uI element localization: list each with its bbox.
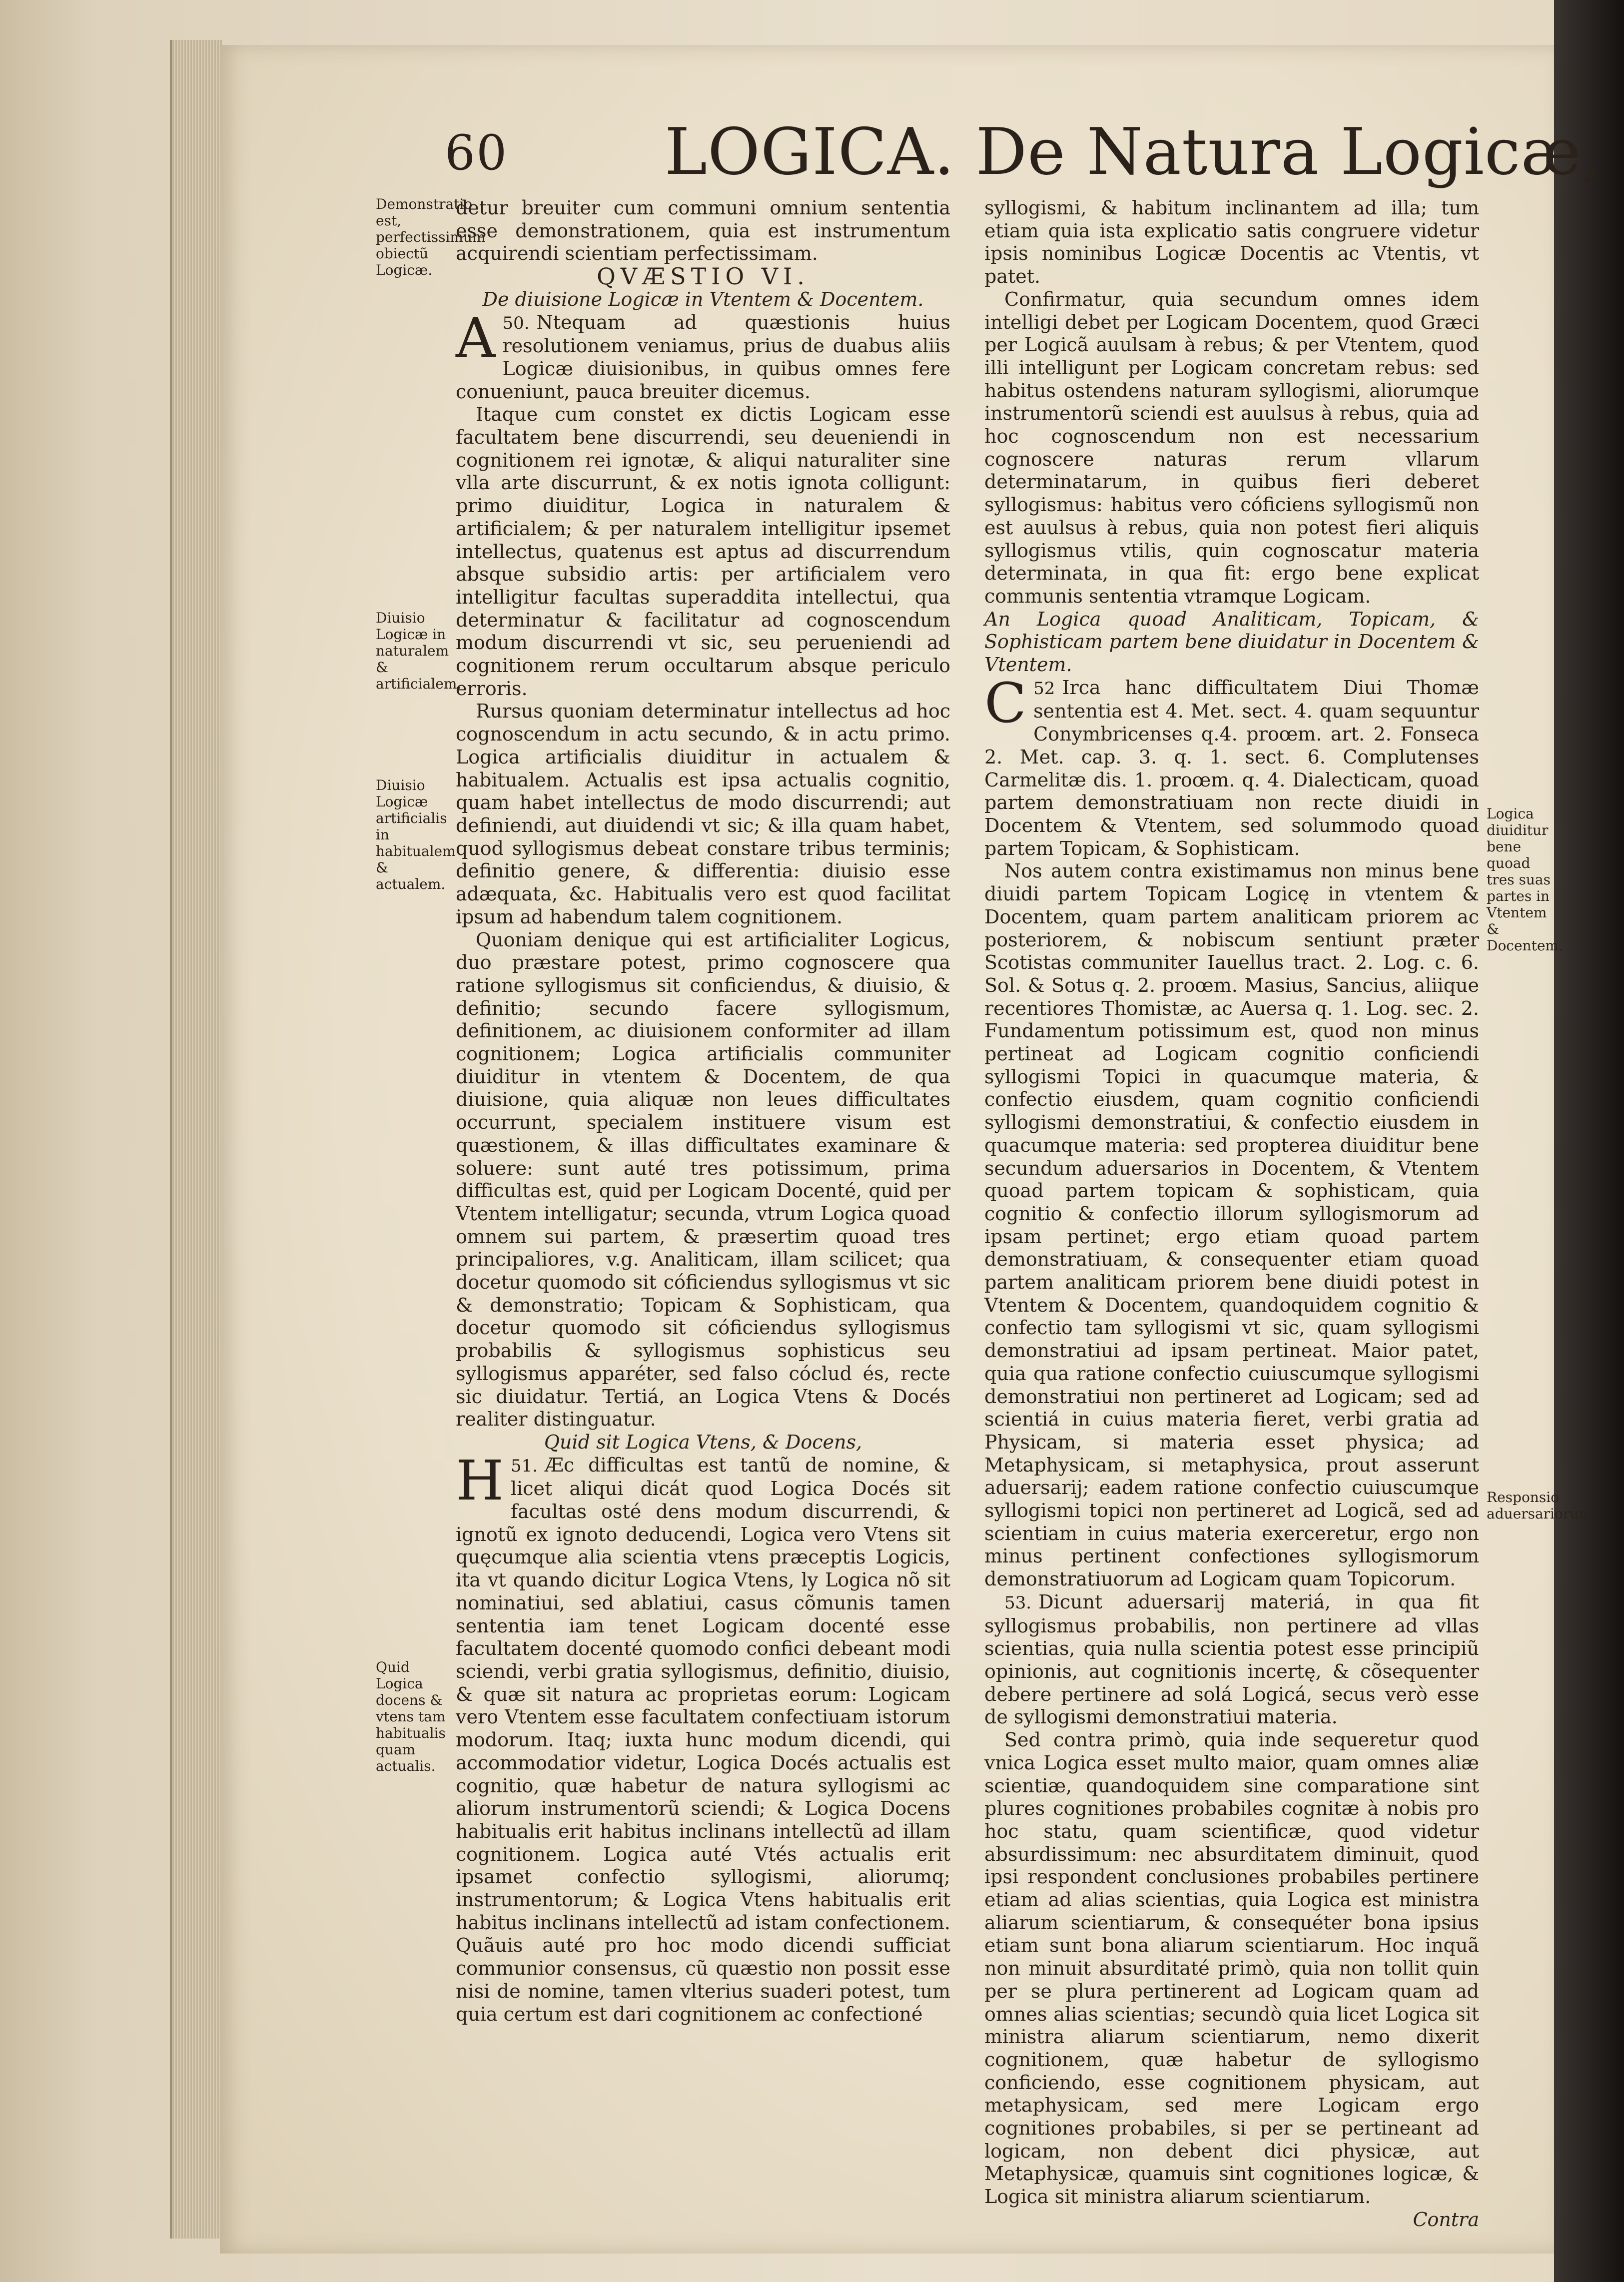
section-heading: An Logica quoad Analiticam, Topicam, & Sophisticam partem bene diuidatur in Docentem & Vtentem.: [984, 608, 1479, 676]
catchword: Contra: [1413, 2208, 1479, 2231]
paragraph-text: Æc difficultas est tantũ de nomine, & licet aliqui dicát quod Logica Docés sit facultas osté dens modum discurrendi, & ignotũ ex ignoto deducendi, Logica vero Vtens sit quęcumque alia scientia vtens præceptis Logicis, ita vt quando dicitur Logica Vtens, ly Logica nõ sit nominatiui, sed ablatiui, casus cõmunis tamen sententia iam tenet Logicam docenté esse facultatem docenté quomodo confici debeant modi sciendi, verbi gratia syllogismus, definitio, diuisio, & quæ sit natura ac proprietas eorum: Logicam vero Vtentem esse facultatem confectiuam istorum modorum. Itaq; iuxta hunc modum dicendi, qui accommodatior videtur, Logica Docés actualis est cognitio, quæ habetur de natura syllogismi ac aliorum instrumentorũ sciendi; & Logica Docens habitualis erit habitus inclinans intellectũ ad illam cognitionem. Logica auté Vtés actualis erit ipsamet confectio syllogismi, aliorumq; instrumentorum; & Logica Vtens habitualis erit habitus inclinans intellectũ ad istam confectionem. Quãuis auté pro hoc modo dicendi sufficiat communior consensus, cũ quæstio non possit esse nisi de nomine, tamen vlterius suaderi potest, tum quia certum est dari cognitionem ac confectioné: [456, 1454, 950, 2025]
margin-note: Responsio aduersariorum.: [1487, 1489, 1597, 1522]
paragraph: syllogismi, & habitum inclinantem ad illa; tum etiam quia ista explicatio satis congruere videtur ipsis nominibus Logicæ Docentis ac Vtentis, vt patet.: [984, 197, 1479, 288]
paragraph-number: 52: [1033, 678, 1055, 699]
running-title: LOGICA. De Natura Logicæ,: [665, 115, 1603, 189]
paragraph: Sed contra primò, quia inde sequeretur quod vnica Logica esset multo maior, quam omnes aliæ scientiæ, quandoquidem sine comparatione sint plures cognitiones probabiles cognitæ à nobis pro hoc statu, quam scientificæ, quod videtur absurdissimum: nec absurditatem diminuit, quod ipsi respondent conclusiones probabiles pertinere etiam ad alias scientias, quia Logica est ministra aliarum scientiarum, & consequéter bona ipsius etiam sunt bona aliarum scientiarum. Hoc inquã non minuit absurditaté primò, quia non tollit quin per se plura pertinerent ad Logicam quam ad omnes alias scientias; secundò quia licet Logica sit ministra aliarum scientiarum, nemo dixerit cognitionem, quæ habetur de syllogismo conficiendo, esse cognitionem physicam, aut metaphysicam, sed mere Logicam ergo cognitiones probabiles, si per se pertineant ad logicam, non debent dici physicæ, aut Metaphysicæ, quamuis sint cognitiones logicæ, & Logica sit ministra aliarum scientiarum.: [984, 1729, 1479, 2208]
paragraph-number: 50.: [502, 313, 530, 333]
book-page-edges: [170, 40, 222, 2239]
paragraph: Confirmatur, quia secundum omnes idem intelligi debet per Logicam Docentem, quod Græci per Logicã auulsam à rebus; & per Vtentem, quod illi intelligunt per Logicam concretam rebus: sed habitus ostendens naturam syllogismi, aliorumque instrumentorũ sciendi est auulsus à rebus, quia ad hoc cognoscendum non est necessarium cognoscere naturas rerum vllarum determinatarum, in quibus fieri deberet syllogismus: habitus vero cóficiens syllogismũ non est auulsus à rebus, quia non potest fieri aliquis syllogismus vtilis, quin cognoscatur materia determinata, in qua fit: ergo bene explicat communis sententia vtramque Logicam.: [984, 288, 1479, 607]
question-subtitle: De diuisione Logicæ in Vtentem & Docentem.: [482, 288, 924, 310]
paragraph: Rursus quoniam determinatur intellectus ad hoc cognoscendum in actu secundo, & in actu primo. Logica artificialis diuiditur in actualem & habitualem. Actualis est ipsa actualis cognitio, quam habet intellectus de modo discurrendi; aut definiendi, aut diuidendi vt sic; & illa quam habet, quod syllogismus debeat constare tribus terminis; definitio genere, & differentia: diuisio esse adæquata, &c. Habitualis vero est quod facilitat ipsum ad habendum talem cognitionem.: [456, 700, 950, 928]
paragraph-53: [984, 1591, 1479, 1729]
right-text-column: [984, 197, 1479, 2232]
drop-capital: A: [456, 305, 496, 370]
paragraph: Itaque cum constet ex dictis Logicam esse facultatem bene discurrendi, seu deueniendi in cognitionem rei ignotæ, & aliqui naturaliter sine vlla arte discurrunt, & ex notis ignota colligunt: primo diuiditur, Logica in naturalem & artificialem; & per naturalem intelligitur ipsemet intellectus, quatenus est aptus ad discurrendum absque subsidio artis: per artificialem vero intelligitur facultas superaddita intellectui, qua determinatur & facilitatur ad cognoscendum modum discurrendi vt sic, seu perueniendi ad cognitionem rerum occultarum absque periculo erroris.: [456, 403, 950, 700]
margin-note: Logica diuiditur bene quoad tres suas partes in Vtentem & Docentem.: [1487, 805, 1563, 954]
paragraph-text: Ntequam ad quæstionis huius resolutionem veniamus, prius de duabus aliis Logicæ diuisionibus, in quibus omnes fere conueniunt, pauca breuiter dicemus.: [456, 311, 950, 403]
paragraph: detur breuiter cum communi omnium sententia esse demonstrationem, quia est instrumentum acquirendi scientiam perfectissimam.: [456, 197, 950, 265]
paragraph-52: [984, 671, 1479, 860]
paragraph-50: [456, 305, 950, 404]
margin-note: Diuisio Logicæ artificialis in habitualem & actualem.: [376, 777, 456, 892]
paragraph-number: 53.: [1004, 1592, 1032, 1613]
paragraph-text: Dicunt aduersarij materiá, in qua fit syllogismus probabilis, non pertinere ad vllas scientias, quia nulla scientia potest esse principiũ opinionis, aut cognitionis incertę, & cõsequenter debere pertinere ad solá Logicá, secus verò esse de syllogismi demonstratiui materia.: [984, 1590, 1479, 1728]
question-title: QVÆSTIO VI.: [597, 263, 810, 290]
margin-note: Demonstratio est, perfectissimum obiectũ Logicæ.: [376, 196, 486, 278]
dark-background: [1554, 0, 1624, 2282]
paragraph: Nos autem contra existimamus non minus bene diuidi partem Topicam Logicę in vtentem & Docentem, quam partem analiticam priorem ac posteriorem, & nobiscum sentiunt præter Scotistas communiter Iauellus tract. 2. Log. c. 6. Sol. & Sotus q. 2. proœm. Masius, Sancius, aliique recentiores Thomistæ, ac Auersa q. 1. Log. sec. 2. Fundamentum potissimum est, quod non minus pertineat ad Logicam cognitio conficiendi syllogismi Topici in quacumque materia, & confectio eiusdem, quam cognitio conficiendi syllogismi demonstratiui, & confectio eiusdem in quacumque materia: sed propterea diuiditur bene secundum aduersarios in Docentem, & Vtentem quoad partem topicam & sophisticam, quia cognitio & confectio illorum syllogismorum ad ipsam pertinet; ergo etiam quoad partem demonstratiuam, & consequenter etiam quoad partem analiticam priorem bene diuidi potest in Vtentem & Docentem, quandoquidem cognitio & confectio tam syllogismi vt sic, quam syllogismi demonstratiui ad ipsam pertineat. Maior patet, quia qua ratione confectio cuiuscumque syllogismi demonstratiui non pertineret ad Logicam; sed ad scientiá in cuius materia fieret, verbi gratia ad Physicam, si materia esset physica; ad Metaphysicam, si metaphysica, prout asserunt aduersarij; eadem ratione confectio cuiuscumque syllogismi topici non pertineret ad Logicã, sed ad scientiam in cuius materia exerceretur, ergo non minus pertinent confectiones syllogismorum demonstratiuorum ad Logicam quam Topicorum.: [984, 860, 1479, 1590]
paragraph: Quoniam denique qui est artificialiter Logicus, duo præstare potest, primo cognoscere qua ratione syllogismus sit conficiendus, & diuisio, & definitio; secundo facere syllogismum, definitionem, ac diuisionem conformiter ad illam cognitionem; Logica artificialis communiter diuiditur in vtentem & Docentem, de qua diuisione, quia aliquæ non leues difficultates occurrunt, specialem instituere visum est quæstionem, & illas difficultates examinare & soluere: sunt auté tres potissimum, prima difficultas est, quid per Logicam Docenté, quid per Vtentem intelligatur; secunda, vtrum Logica quoad omnem sui partem, & præsertim quoad tres principaliores, v.g. Analiticam, illam scilicet; qua docetur quomodo sit cóficiendus syllogismus vt sic & demonstratio; Topicam & Sophisticam, qua docetur quomodo sit cóficiendus syllogismus probabilis & syllogismus sophisticus seu syllogismus apparéter, sed falso cóclud és, recte sic diuidatur. Tertiá, an Logica Vtens & Docés realiter distinguatur.: [456, 928, 950, 1431]
left-text-column: [456, 197, 950, 2026]
margin-note: Quid Logica docens & vtens tam habitualis quam actualis.: [376, 1659, 446, 1774]
paragraph-51: [456, 1448, 950, 2026]
drop-capital: H: [456, 1448, 504, 1513]
running-head: [445, 115, 1603, 190]
paragraph-number: 51.: [510, 1456, 538, 1476]
paragraph-text: Irca hanc difficultatem Diui Thomæ sententia est 4. Met. sect. 4. quam sequuntur Conymbricenses q.4. proœm. art. 2. Fonseca 2. Met. cap. 3. q. 1. sect. 6. Complutenses Carmelitæ dis. 1. proœm. q. 4. Dialecticam, quoad partem demonstratiuam non recte diuidi in Docentem & Vtentem, sed solummodo quoad partem Topicam, & Sophisticam.: [984, 676, 1479, 859]
page-number: 60: [445, 125, 508, 181]
section-title: Quid sit Logica Vtens, & Docens,: [544, 1431, 862, 1453]
drop-capital: C: [984, 671, 1027, 735]
margin-note: Diuisio Logicæ in naturalem & artificialem.: [376, 610, 462, 692]
